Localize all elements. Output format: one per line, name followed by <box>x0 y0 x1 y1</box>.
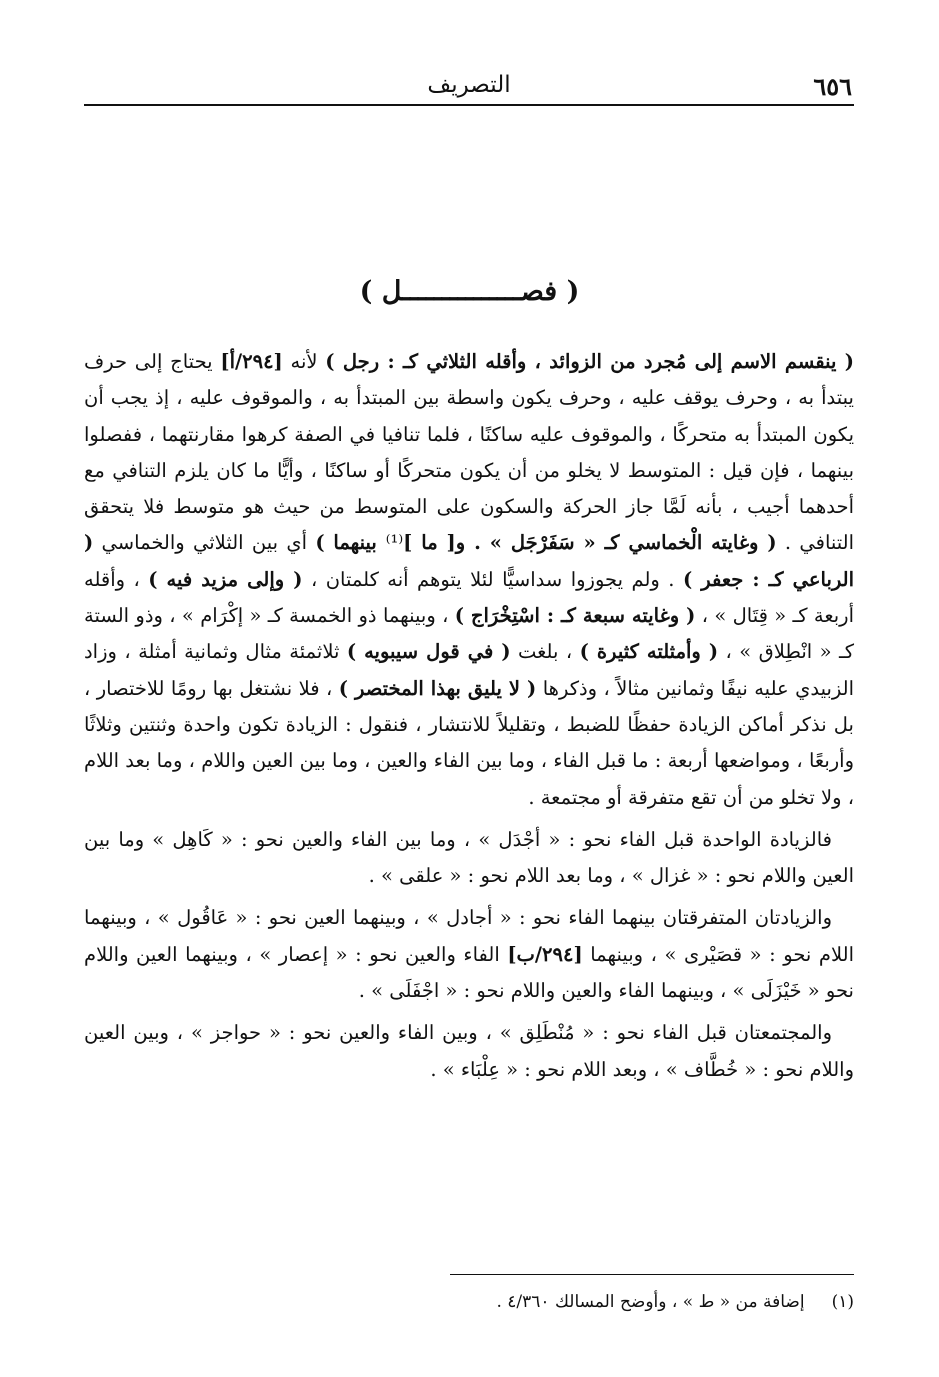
bold-segment: ( لا يليق بهذا المختصر ) <box>338 676 537 700</box>
text-segment: ثلاثمئة مثال وثمانية أمثلة ، وزاد الزبيدي عليه نيفًا وثمانين مثالاً ، وذكرها <box>84 640 855 700</box>
running-title: التصريف <box>427 72 511 98</box>
text-segment: ⁽¹⁾ <box>385 531 404 555</box>
bold-segment: ( وإلى مزيد فيه ) <box>148 567 303 591</box>
bold-segment: ( الرباعي كـ : جعفر ) <box>84 531 855 591</box>
text-segment: ، وبينهما ذو الخمسة كـ « إكْرَام » ، وذو الستة كـ « انْطِلاق » ، <box>84 604 854 664</box>
bold-segment: ( وغايته سبعة كـ : اسْتِخْرَاج ) <box>454 604 696 628</box>
bold-segment: بينهما ) <box>315 531 386 555</box>
bold-segment: ( وغايته الْخماسي كـ « سَفَرْجَل » . و[ ما ] <box>403 531 777 555</box>
section-title: ( فصـــــــــــــــل ) <box>359 276 580 307</box>
footnote-text: إضافة من « ط » ، وأوضح المسالك ٤/٣٦٠ . <box>496 1292 805 1312</box>
text-segment: والمجتمعتان قبل الفاء نحو : « مُنْطَلِق » ، وبين الفاء والعين نحو : « حواجز » ، وبين العين واللام نحو : « خُطَّاف » ، وبعد اللام نحو : « عِلْبَاء » . <box>84 1021 854 1081</box>
text-segment: يحتاج إلى حرف يبتدأ به ، وحرف يوقف عليه ، وحرف يكون واسطة بين المبتدأ به ، والموقوف عليه ، إذ يجب أن يكون المبتدأ به متحركًا ، والموقوف عليه ساكنًا ، فلما تنافيا في الصفة كرهوا مقارنتهما ، ففصلوا بينهما ، فإن قيل : المتوسط لا يخلو من أن يكون متحركًا أو ساكنًا ، وأيًّا ما كان يلزم التنافي مع أحدهما أجيب ، بأنه لَمَّا جاز الحركة والسكون على المتوسط من حيث هو متوسط فلا يتحقق التنافي . <box>84 350 855 555</box>
text-segment: لأنه <box>282 350 326 373</box>
paragraph <box>84 1015 854 1088</box>
footnote <box>84 1288 854 1316</box>
paragraph <box>84 900 854 1009</box>
bold-segment: [٢٩٤/أ] <box>220 350 283 373</box>
footnote-marker: (١) <box>831 1292 854 1312</box>
text-segment: والزيادتان المتفرقتان بينهما الفاء نحو : « أجادل » ، وبينهما العين نحو : « عَاقُول » ، وبينهما اللام نحو : « قصَيْرى » ، وبينهما <box>84 906 854 966</box>
page-number: ٦٥٦ <box>813 72 852 101</box>
text-segment: . ولم يجوزوا سداسيًّا لئلا يتوهم أنه كلمتان ، <box>302 567 683 591</box>
paragraph <box>84 344 854 816</box>
paragraph <box>84 822 854 895</box>
text-segment: أي بين الثلاثي والخماسي <box>93 531 316 555</box>
page-header <box>84 70 854 106</box>
footnote-divider <box>450 1274 854 1275</box>
bold-segment: ( ينقسم الاسم إلى مُجرد من الزوائد ، وأقله الثلاثي كـ : رجل ) <box>325 350 854 373</box>
text-segment: الفاء والعين نحو : « إعصار » ، وبينهما العين واللام نحو « خَيْزَلَى » ، وبينهما الفاء والعين واللام نحو : « اجْفَلَى » . <box>84 942 854 1003</box>
body-text <box>84 344 854 1088</box>
bold-segment: ( في قول سيبويه ) <box>346 640 511 664</box>
bold-segment: ( وأمثلته كثيرة ) <box>579 640 719 664</box>
text-segment: ، بلغت <box>510 640 580 664</box>
text-segment: ، وأقله أربعة كـ « قِتَال » ، <box>84 567 855 628</box>
bold-segment: [٢٩٤/ب] <box>507 942 583 966</box>
text-segment: ، فلا نشتغل بها رومًا للاختصار ، بل نذكر أماكن الزيادة حفظًا للضبط ، وتقليلاً للانتشار ، فنقول : الزيادة تكون واحدة وثنتين وثلاثًا وأربعًا ، ومواضعها أربعة : ما قبل الفاء ، وما بين الفاء والعين ، وما بين العين واللام ، وما بعد اللام ، ولا تخلو من أن تقع متفرقة أو مجتمعة . <box>84 676 854 809</box>
text-segment: فالزيادة الواحدة قبل الفاء نحو : « أجْدَل » ، وما بين الفاء والعين نحو : « كَاهِل » وما بين العين واللام نحو : « غزال » ، وما بعد اللام نحو : « علقى » . <box>84 827 854 888</box>
